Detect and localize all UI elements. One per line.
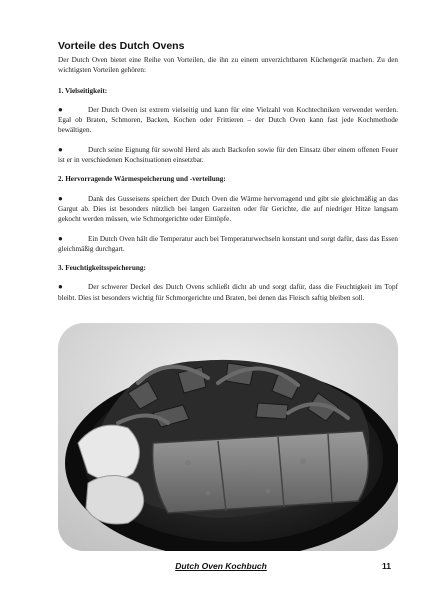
bullet-item — [58, 105, 398, 136]
bullet-text: Durch seine Eignung für sowohl Herd als auch Backofen sowie für den Einsatz über einem offenen Feuer ist er in verschiedenen Kochsituationen einsetzbar. — [58, 145, 398, 165]
bullet-icon: ● — [58, 144, 63, 154]
footer-book-title: Dutch Oven Kochbuch — [175, 561, 267, 571]
section-title-feuchtigkeit: 3. Feuchtigkeitsspeicherung: — [58, 264, 146, 273]
dutch-oven-food-photo — [58, 323, 398, 551]
food-photo-illustration — [58, 323, 398, 551]
page-content — [58, 40, 398, 312]
section-title-vielseitigkeit: 1. Vielseitigkeit: — [58, 86, 108, 95]
bullet-icon: ● — [58, 233, 63, 243]
bullet-item — [58, 234, 398, 255]
bullet-text: Der schwerer Deckel des Dutch Ovens schließt dicht ab und sorgt dafür, dass die Feuchtigkeit im Topf bleibt. Dies ist besonders wichtig für Schmorgerichte und Braten, bei denen das Fleisch saftig bleiben soll. — [58, 283, 398, 302]
section-title-waermespeicherung: 2. Hervorragende Wärmespeicherung und -verteilung: — [58, 175, 226, 184]
bullet-text: Ein Dutch Oven hält die Temperatur auch bei Temperaturwechseln konstant und sorgt dafür, dass das Essen gleichmäßig durchgart. — [58, 234, 398, 253]
bullet-icon: ● — [58, 282, 63, 292]
bullet-text: Der Dutch Oven ist extrem vielseitig und kann für eine Vielzahl von Kochtechniken verwendet werden. Egal ob Braten, Schmoren, Backen, Kochen oder Frittieren – der Dutch Oven kann fast jede Kochmethode bewältigen. — [58, 105, 398, 135]
page-heading: Vorteile des Dutch Ovens — [58, 40, 185, 52]
page-number: 11 — [382, 561, 391, 571]
bullet-item — [58, 282, 398, 303]
bullet-icon: ● — [58, 104, 63, 114]
bullet-text: Dank des Gusseisens speichert der Dutch Oven die Wärme hervorragend und gibt sie gleichmäßig an das Gargut ab. Dies ist besonders nützlich bei langen Garzeiten oder für Gerichte, die auf niedriger Hitze langsam gekocht werden müssen, wie Schmorgerichte oder Eintöpfe. — [58, 194, 398, 224]
bullet-item — [58, 194, 398, 225]
bullet-item — [58, 145, 398, 166]
intro-paragraph: Der Dutch Oven bietet eine Reihe von Vorteilen, die ihn zu einem unverzichtbaren Küchengerät machen. Zu den wichtigsten Vorteilen gehören: — [58, 56, 398, 75]
bullet-icon: ● — [58, 193, 63, 203]
